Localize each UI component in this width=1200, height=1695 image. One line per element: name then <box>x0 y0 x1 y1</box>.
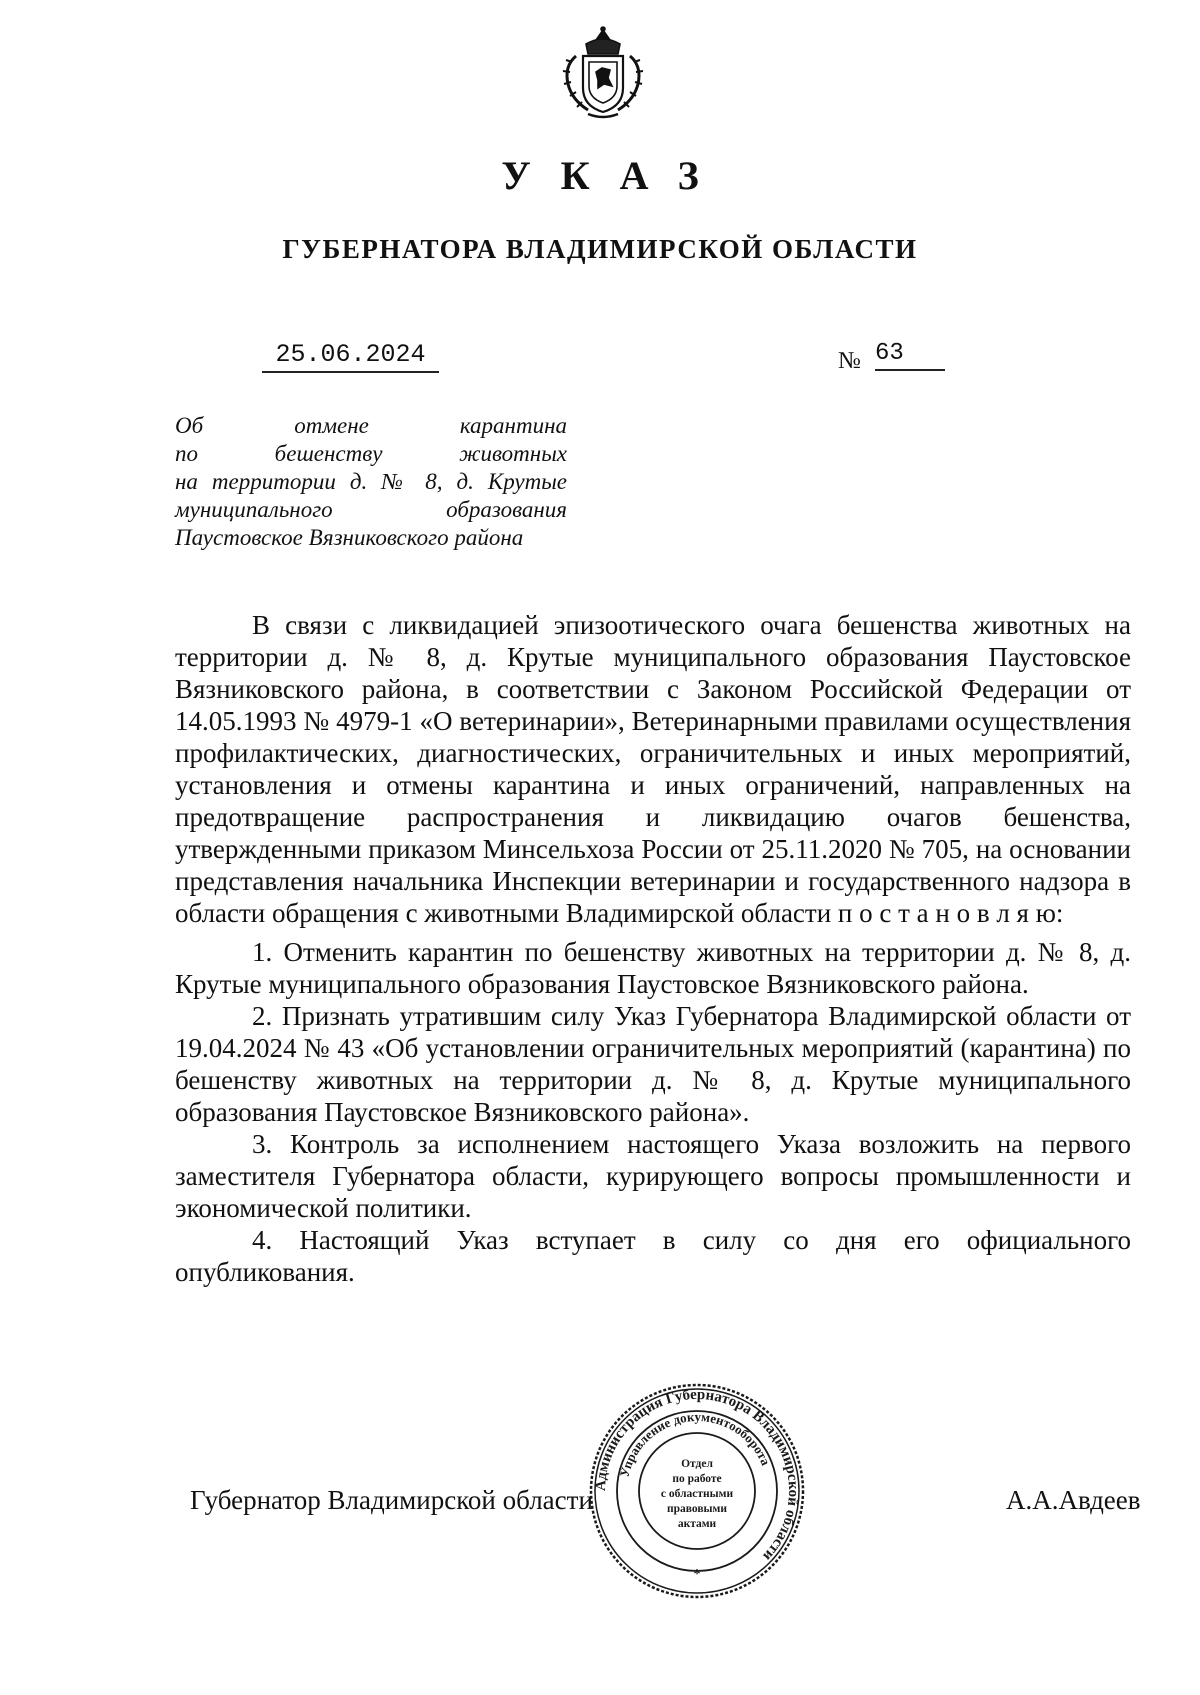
clause-4: 4. Настоящий Указ вступает в силу со дня его официального опубликования. <box>175 1225 1131 1287</box>
subject-line: Паустовское Вязниковского района <box>175 525 524 550</box>
stamp-center-line: Отдел <box>681 1458 713 1470</box>
decree-subject <box>175 412 567 552</box>
coat-of-arms-emblem <box>558 26 648 122</box>
stamp-star: * <box>693 1567 701 1582</box>
subject-line: муниципального образования <box>175 497 567 522</box>
subject-line: на территории д. № 8, д. Крутые <box>175 469 567 494</box>
signatory-position: Губернатор Владимирской области <box>190 1485 593 1515</box>
stamp-center-line: с областными <box>660 1488 734 1500</box>
stamp-center-line: по работе <box>672 1473 722 1485</box>
decree-title: УКАЗ <box>501 153 729 198</box>
number-sign: № <box>838 348 861 374</box>
stamp-center-line: правовыми <box>666 1503 728 1515</box>
clause-1: 1. Отменить карантин по бешенству животных на территории д. № 8, д. Крутые муниципального образования Паустовское Вязниковского района. <box>175 937 1131 999</box>
subject-line: Об отмене карантина <box>175 413 567 438</box>
stamp-outer-ring-text: Администрация Губернатора Владимирской области <box>592 1386 802 1564</box>
decree-number: 63 <box>875 340 945 371</box>
stamp-center-line: актами <box>677 1518 717 1530</box>
preamble-paragraph: В связи с ликвидацией эпизоотического очага бешенства животных на территории д. № 8, д. Крутые муниципального образования Паустовское Вязниковского района, в соответствии с Законом Российской Федерации от 14.05.1993 № 4979-1 «О ветеринарии», Ветеринарными правилами осуществления профилактических, диагностических, ограничительных и иных мероприятий, установления и отмены карантина и иных ограничений, направленных на предотвращение распространения и ликвидацию очагов бешенства, утвержденными приказом Минсельхоза России от 25.11.2020 № 705, на основании представления начальника Инспекции ветеринарии и государственного надзора в области обращения с животными Владимирской области п о с т а н о в л я ю: <box>175 610 1131 928</box>
clause-2: 2. Признать утратившим силу Указ Губернатора Владимирской области от 19.04.2024 № 43 «Об установлении ограничительных мероприятий (карантина) по бешенству животных на территории д. № 8, д. Крутые муниципального образования Паустовское Вязниковского района». <box>175 1001 1131 1127</box>
signatory-name: А.А.Авдеев <box>1006 1485 1141 1515</box>
stamp-inner-ring-text: Управление документооборота <box>616 1408 774 1479</box>
official-stamp <box>588 1382 806 1600</box>
clause-3: 3. Контроль за исполнением настоящего Указа возложить на первого заместителя Губернатора области, курирующего вопросы промышленности и экономической политики. <box>175 1129 1131 1223</box>
subject-line: по бешенству животных <box>175 441 567 466</box>
decree-date: 25.06.2024 <box>262 340 439 373</box>
decree-issuer: ГУБЕРНАТОРА ВЛАДИМИРСКОЙ ОБЛАСТИ <box>282 234 918 264</box>
decree-body <box>175 609 1131 1288</box>
